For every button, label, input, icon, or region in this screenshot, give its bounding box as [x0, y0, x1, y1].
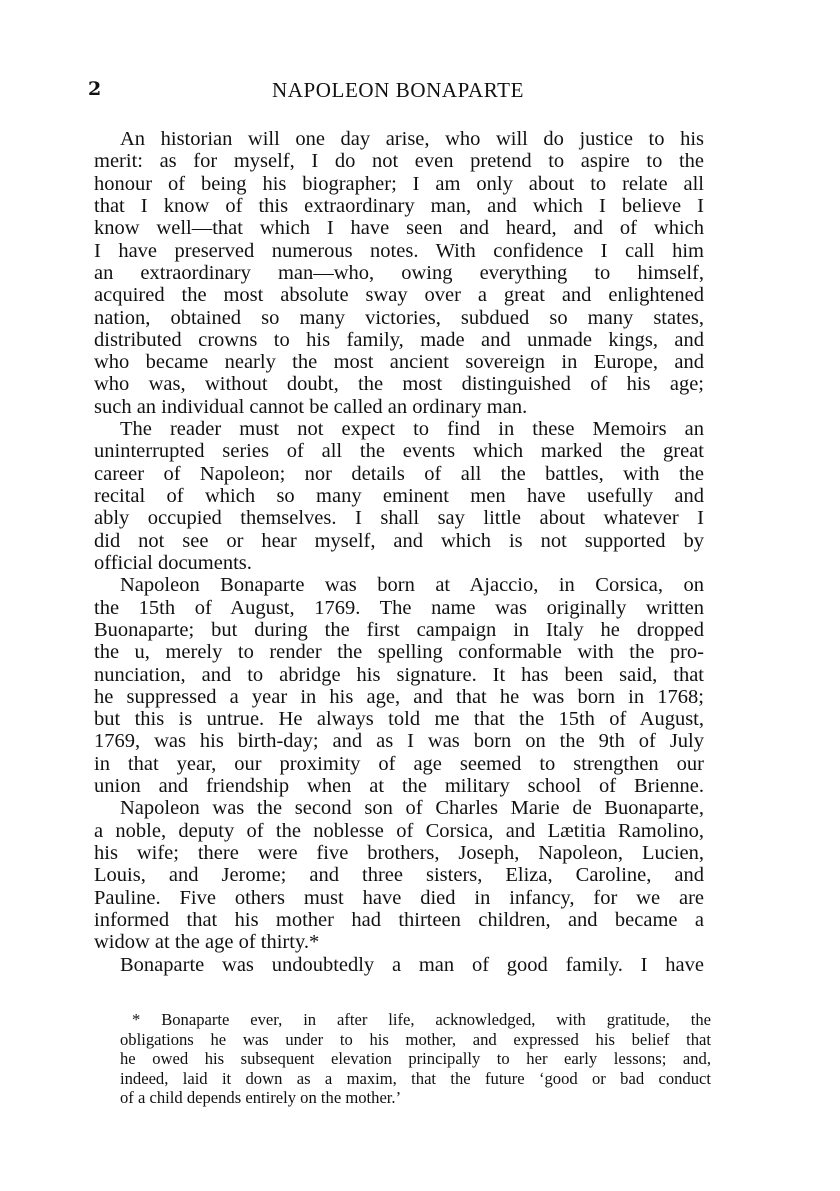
text-line: 1769, was his birth-day; and as I was born on the 9th of July — [94, 730, 704, 753]
text-line: an extraordinary man—who, owing everything to himself, — [94, 261, 704, 284]
page-header — [88, 78, 708, 108]
text-line: nunciation, and to abridge his signature. It has been said, that — [94, 663, 704, 686]
text-line: The reader must not expect to find in these Memoirs an — [120, 418, 704, 441]
text-line: career of Napoleon; nor details of all the battles, with the — [94, 462, 704, 485]
text-line: the 15th of August, 1769. The name was originally written — [94, 596, 704, 619]
text-line: a noble, deputy of the noblesse of Corsica, and Lætitia Ramolino, — [94, 819, 704, 842]
paragraph — [94, 128, 704, 418]
text-line: Pauline. Five others must have died in infancy, for we are — [94, 886, 704, 909]
text-line: but this is untrue. He always told me that the 15th of August, — [94, 708, 704, 731]
text-line: acquired the most absolute sway over a great and enlightened — [94, 284, 704, 307]
text-line: his wife; there were five brothers, Joseph, Napoleon, Lucien, — [94, 842, 704, 864]
text-line: in that year, our proximity of age seemed to strengthen our — [94, 752, 704, 775]
text-line: that I know of this extraordinary man, and which I believe I — [94, 194, 704, 217]
text-line: informed that his mother had thirteen children, and became a — [94, 908, 704, 931]
text-line: Louis, and Jerome; and three sisters, Eliza, Caroline, and — [94, 864, 704, 887]
footnote-line: he owed his subsequent elevation principally to her early lessons; and, — [120, 1049, 711, 1068]
text-line: Napoleon Bonaparte was born at Ajaccio, in Corsica, on — [120, 574, 704, 597]
paragraph — [94, 418, 704, 574]
paragraph — [94, 797, 704, 954]
text-line: the u, merely to render the spelling conformable with the pro- — [94, 641, 704, 664]
text-line: who became nearly the most ancient sovereign in Europe, and — [94, 351, 704, 374]
page-number: 2 — [88, 78, 102, 100]
text-line: merit: as for myself, I do not even pretend to aspire to the — [94, 150, 704, 173]
text-line: who was, without doubt, the most distinguished of his age; — [94, 373, 704, 396]
running-title: NAPOLEON BONAPARTE — [271, 78, 525, 102]
text-line: uninterrupted series of all the events which marked the great — [94, 440, 704, 463]
text-line: ably occupied themselves. I shall say little about whatever I — [94, 507, 704, 530]
text-line: union and friendship when at the military school of Brienne. — [94, 775, 704, 798]
text-line: official documents. — [94, 551, 252, 574]
text-line: Napoleon was the second son of Charles Marie de Buonaparte, — [120, 797, 704, 820]
footnote-line: * Bonaparte ever, in after life, acknowledged, with gratitude, the — [132, 1010, 711, 1029]
paragraph — [94, 574, 704, 798]
text-line: distributed crowns to his family, made and unmade kings, and — [94, 328, 704, 351]
text-line: nation, obtained so many victories, subdued so many states, — [94, 306, 704, 329]
body-text — [94, 128, 704, 976]
text-line: did not see or hear myself, and which is not supported by — [94, 529, 704, 552]
text-line: Bonaparte was undoubtedly a man of good family. I have — [120, 953, 704, 976]
footnote-line: indeed, laid it down as a maxim, that the future ‘good or bad conduct — [120, 1068, 711, 1088]
text-line: An historian will one day arise, who will do justice to his — [120, 128, 704, 150]
footnote — [120, 1010, 711, 1108]
footnote-line: obligations he was under to his mother, and expressed his belief that — [120, 1029, 711, 1049]
text-line: know well—that which I have seen and heard, and of which — [94, 217, 704, 240]
text-line: I have preserved numerous notes. With confidence I call him — [94, 239, 704, 262]
text-line: honour of being his biographer; I am only about to relate all — [94, 172, 704, 195]
text-line: Buonaparte; but during the first campaign in Italy he dropped — [94, 618, 704, 641]
text-line: widow at the age of thirty.* — [94, 931, 320, 954]
paragraph — [120, 954, 704, 976]
text-line: he suppressed a year in his age, and that he was born in 1768; — [94, 685, 704, 708]
text-line: such an individual cannot be called an ordinary man. — [94, 395, 528, 418]
text-line: recital of which so many eminent men have usefully and — [94, 485, 704, 507]
footnote-line: of a child depends entirely on the mother.’ — [120, 1088, 402, 1107]
